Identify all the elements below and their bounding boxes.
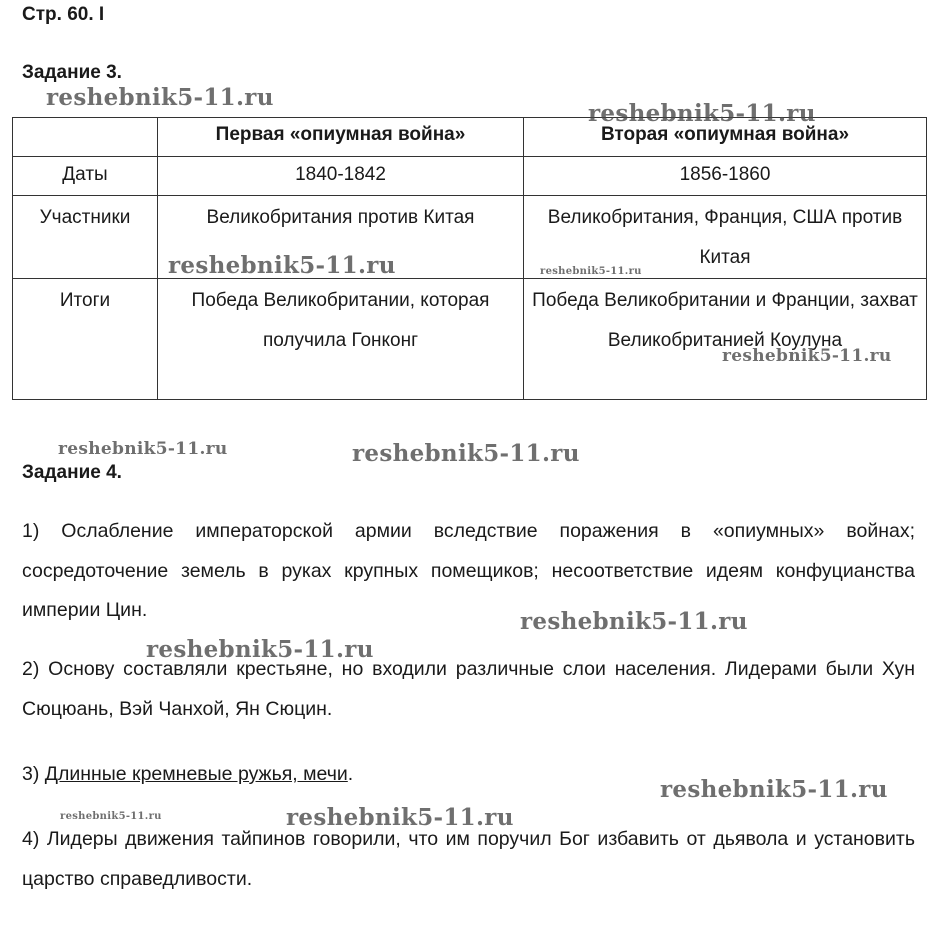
watermark: reshebnik5-11.ru xyxy=(660,776,888,803)
table-header-row xyxy=(13,118,927,157)
row-label-results: Итоги xyxy=(13,279,158,400)
header-second-war: Вторая «опиумная война» xyxy=(524,118,927,157)
watermark: reshebnik5-11.ru xyxy=(46,84,274,111)
first-war-participants: Великобритания против Китая xyxy=(158,196,524,279)
row-label-participants: Участники xyxy=(13,196,158,279)
task-4-title: Задание 4. xyxy=(22,462,122,483)
second-war-results: Победа Великобритании и Франции, захват Великобританией Коулуна xyxy=(524,279,927,400)
first-war-results: Победа Великобритании, которая получила Гонконг xyxy=(158,279,524,400)
second-war-dates: 1856-1860 xyxy=(524,157,927,196)
watermark: reshebnik5-11.ru xyxy=(146,636,374,663)
opium-wars-table xyxy=(12,117,927,400)
watermark: reshebnik5-11.ru xyxy=(60,811,162,822)
watermark: reshebnik5-11.ru xyxy=(520,608,748,635)
answer-3-suffix: . xyxy=(347,763,354,785)
task-3-title: Задание 3. xyxy=(22,62,122,83)
first-war-dates: 1840-1842 xyxy=(158,157,524,196)
table-row xyxy=(13,196,927,279)
answer-3 xyxy=(22,755,915,795)
watermark: reshebnik5-11.ru xyxy=(722,346,892,366)
watermark: reshebnik5-11.ru xyxy=(286,804,514,831)
watermark: reshebnik5-11.ru xyxy=(588,100,816,127)
watermark: reshebnik5-11.ru xyxy=(168,252,396,279)
answer-2: 2) Основу составляли крестьяне, но входили различные слои населения. Лидерами были Хун Сюцюань, Вэй Чанхой, Ян Сюцин. xyxy=(22,658,915,720)
row-label-dates: Даты xyxy=(13,157,158,196)
table-row xyxy=(13,157,927,196)
answer-4: 4) Лидеры движения тайпинов говорили, что им поручил Бог избавить от дьявола и установить царство справедливости. xyxy=(22,828,915,890)
header-empty-cell xyxy=(13,118,158,157)
page-reference: Стр. 60. I xyxy=(22,4,105,25)
header-first-war: Первая «опиумная война» xyxy=(158,118,524,157)
watermark: reshebnik5-11.ru xyxy=(352,440,580,467)
answer-3-prefix: 3) xyxy=(22,763,45,785)
second-war-participants: Великобритания, Франция, США против Китая xyxy=(524,196,927,279)
watermark: reshebnik5-11.ru xyxy=(540,266,642,277)
answer-3-underlined: Длинные кремневые ружья, мечи xyxy=(44,763,348,785)
table-row xyxy=(13,279,927,400)
answer-1: 1) Ослабление императорской армии вследствие поражения в «опиумных» войнах; сосредоточение земель в руках крупных помещиков; несоответствие идеям конфуцианства империи Цин. xyxy=(22,520,915,621)
watermark: reshebnik5-11.ru xyxy=(58,439,228,459)
